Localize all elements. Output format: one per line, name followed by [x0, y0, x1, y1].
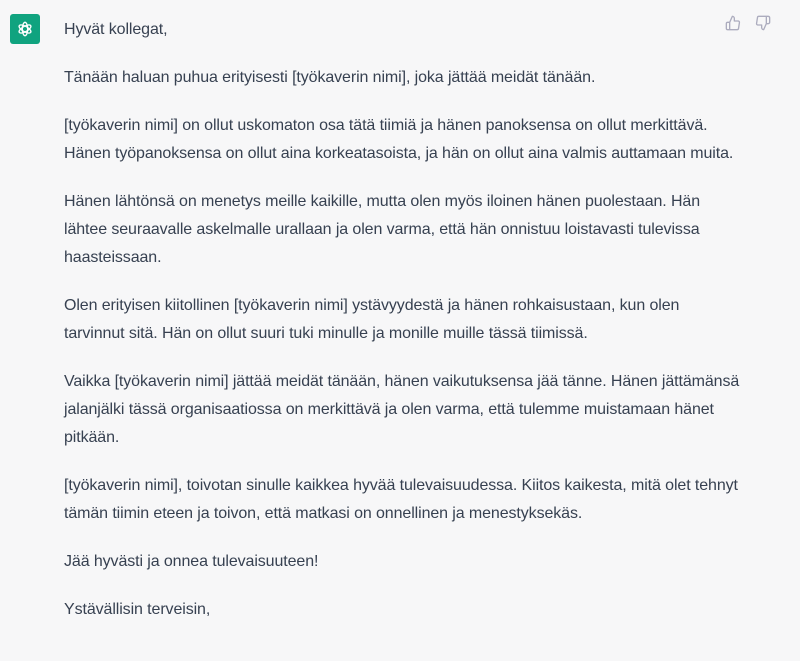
message-content — [64, 16, 744, 644]
thumbs-down-icon — [755, 15, 771, 31]
assistant-avatar — [10, 14, 40, 44]
paragraph-greeting: Hyvät kollegat, — [64, 21, 168, 38]
paragraph: [työkaverin nimi] on ollut uskomaton osa tätä tiimiä ja hänen panoksensa on ollut merkittävä. Hänen työpanoksensa on ollut aina korkeatasoista, ja hän on ollut aina valmis auttamaan muita. — [64, 117, 734, 162]
paragraph: [työkaverin nimi], toivotan sinulle kaikkea hyvää tulevaisuudessa. Kiitos kaikesta, mitä olet tehnyt tämän tiimin eteen ja toivon, että matkasi on onnellinen ja menestyksekäs. — [64, 477, 738, 522]
openai-logo-icon — [15, 19, 35, 39]
paragraph: Jää hyvästi ja onnea tulevaisuuteen! — [64, 553, 319, 570]
feedback-controls — [724, 14, 772, 32]
thumbs-down-button[interactable] — [754, 14, 772, 32]
thumbs-up-button[interactable] — [724, 14, 742, 32]
paragraph-closing: Ystävällisin terveisin, — [64, 601, 211, 618]
thumbs-up-icon — [725, 15, 741, 31]
paragraph: Hänen lähtönsä on menetys meille kaikille, mutta olen myös iloinen hänen puolestaan. Hän lähtee seuraavalle askelmalle urallaan ja olen varma, että hän onnistuu loistavasti tulevissa haasteissaan. — [64, 193, 701, 266]
paragraph: Vaikka [työkaverin nimi] jättää meidät tänään, hänen vaikutuksensa jää tänne. Hänen jättämänsä jalanjälki tässä organisaatiossa on merkittävä ja olen varma, että tulemme muistamaan hänet pitkään. — [64, 373, 740, 446]
paragraph: Olen erityisen kiitollinen [työkaverin nimi] ystävyydestä ja hänen rohkaisustaan, kun olen tarvinnut sitä. Hän on ollut suuri tuki minulle ja monille muille tässä tiimissä. — [64, 297, 680, 342]
paragraph: Tänään haluan puhua erityisesti [työkaverin nimi], joka jättää meidät tänään. — [64, 69, 596, 86]
